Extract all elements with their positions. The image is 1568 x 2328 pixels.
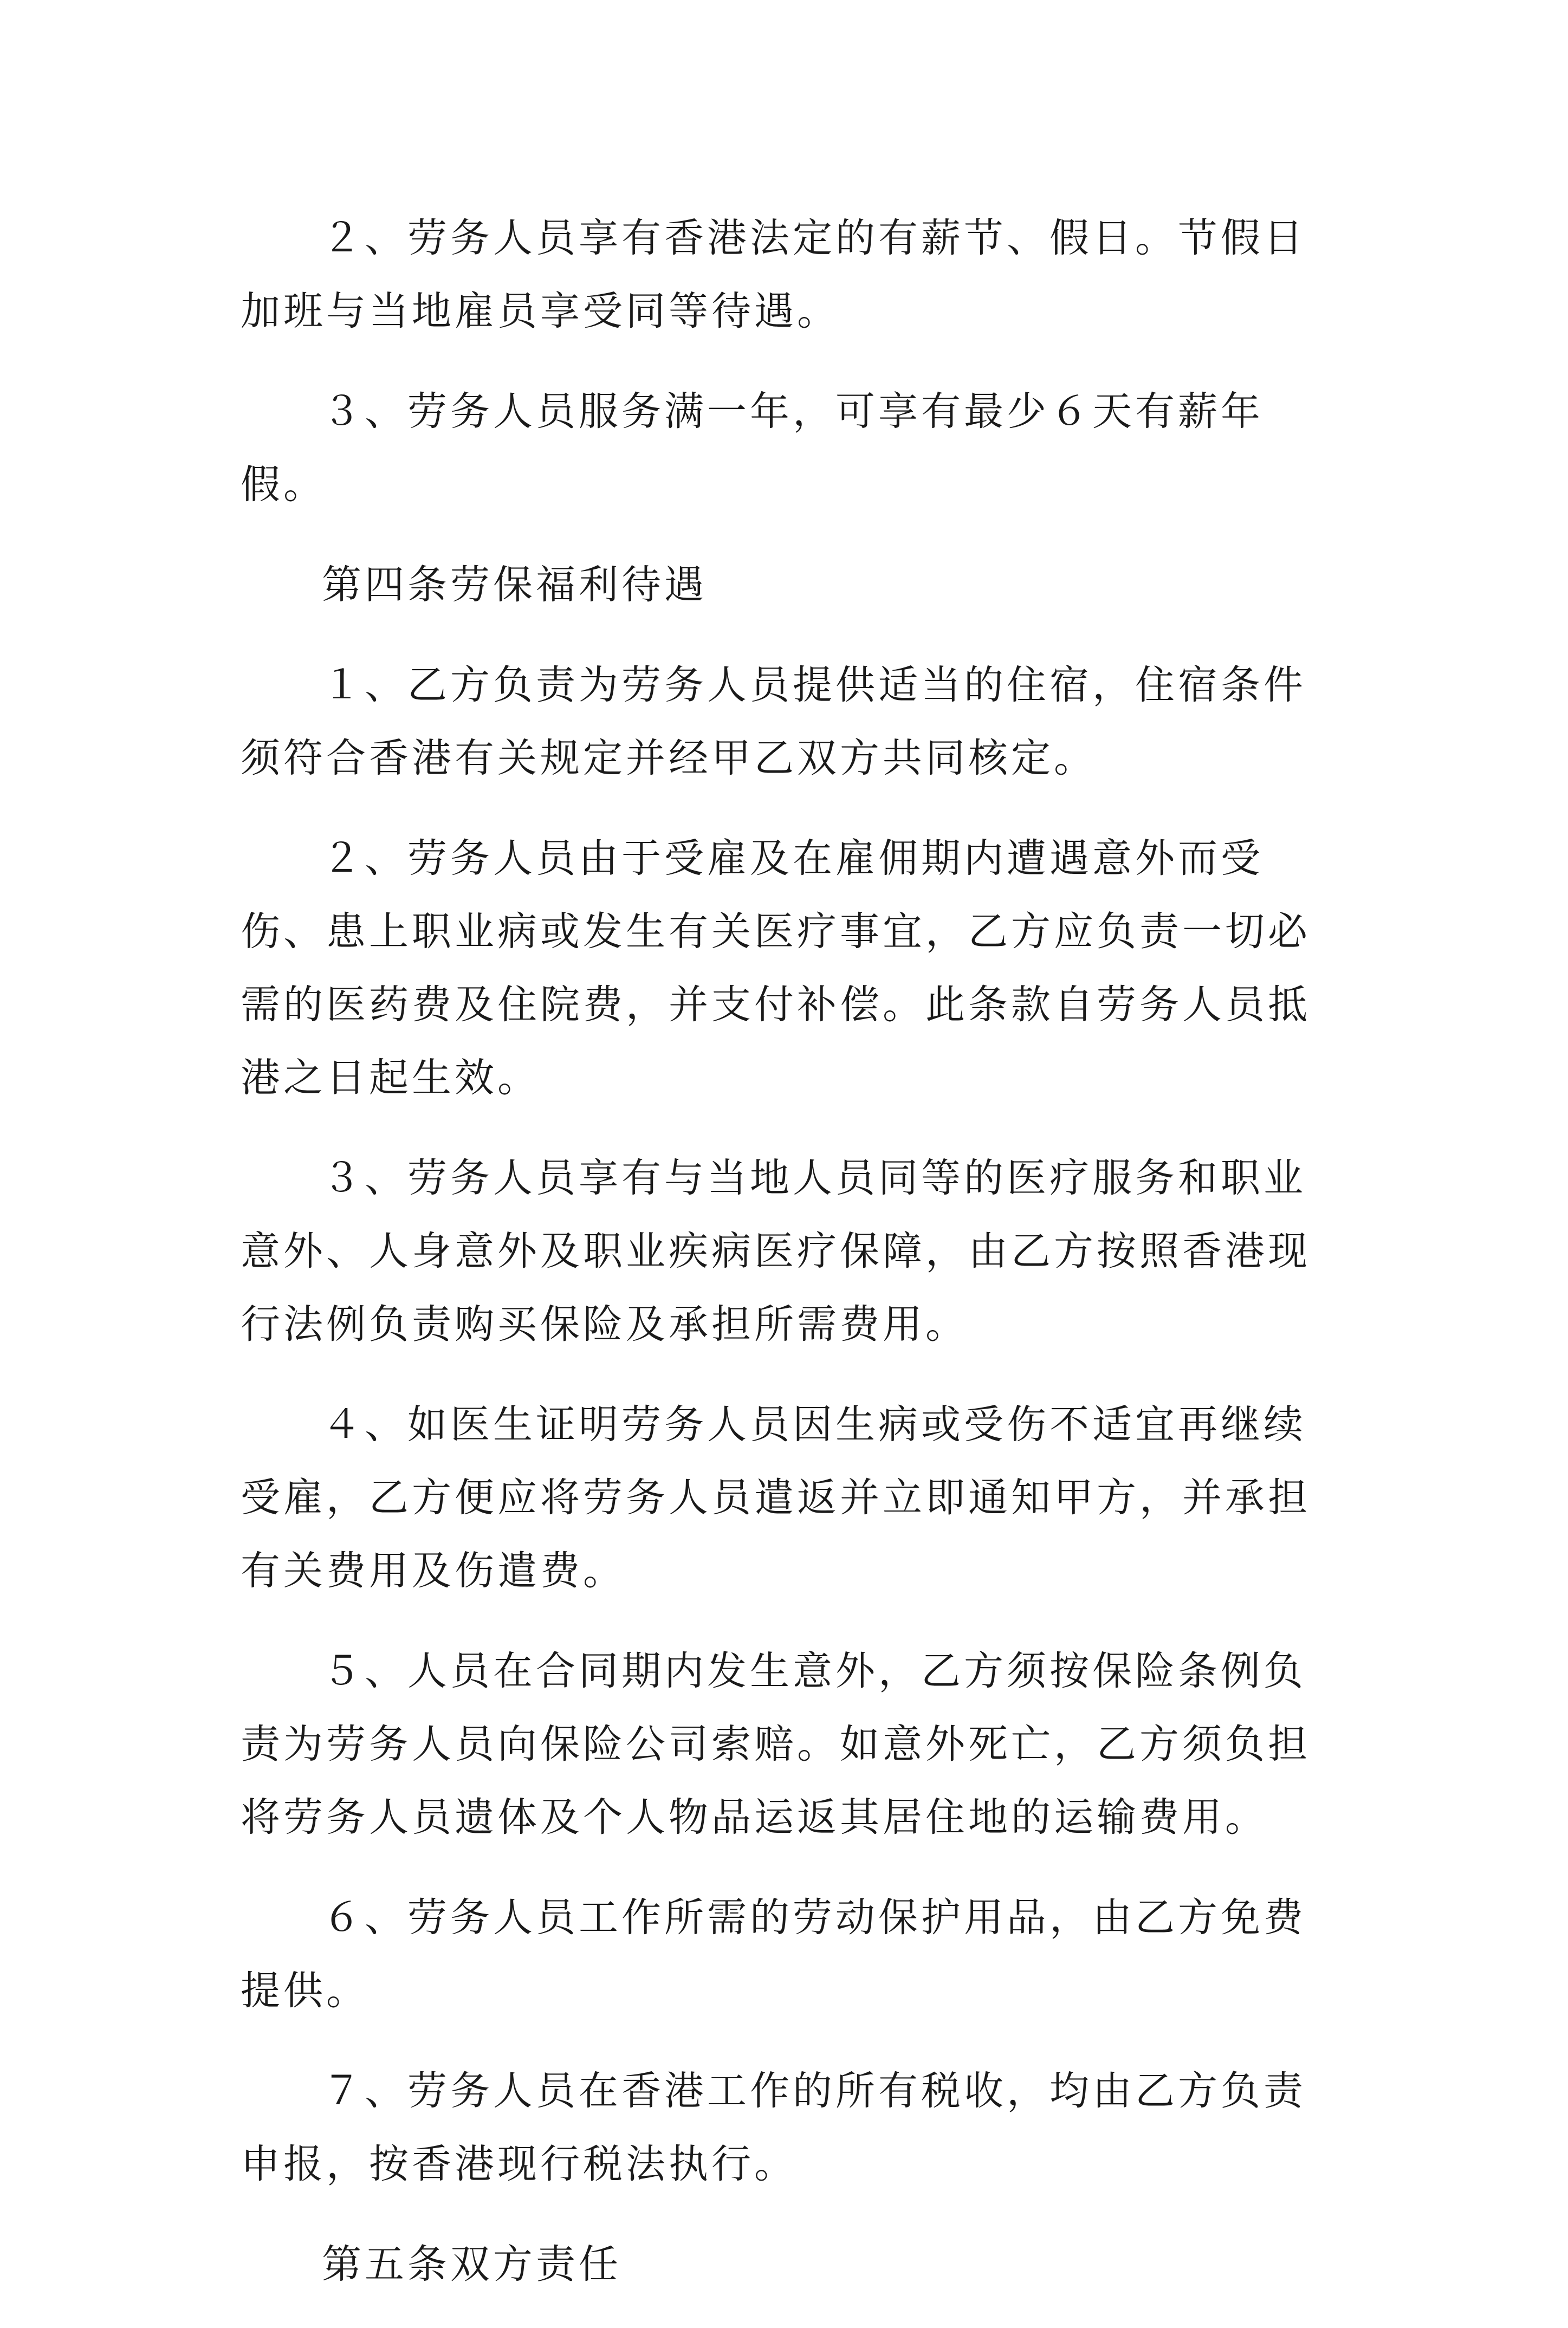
paragraph-insurance: ３、劳务人员享有与当地人员同等的医疗服务和职业意外、人身意外及职业疾病医疗保障，由乙方按照香港现行法例负责购买保险及承担所需费用。 bbox=[241, 1155, 1311, 1347]
paragraph-accommodation: １、乙方负责为劳务人员提供适当的住宿，住宿条件须符合香港有关规定并经甲乙双方共同核定。 bbox=[241, 662, 1306, 781]
paragraph-accident-claims: ５、人员在合同期内发生意外，乙方须按保险条例负责为劳务人员向保险公司索赔。如意外死亡，乙方须负担将劳务人员遗体及个人物品运返其居住地的运输费用。 bbox=[241, 1648, 1311, 1840]
section-heading-article-4: 第四条劳保福利待遇 bbox=[322, 562, 707, 608]
paragraph-holiday-pay: ２、劳务人员享有香港法定的有薪节、假日。节假日加班与当地雇员享受同等待遇。 bbox=[241, 215, 1306, 334]
section-heading-article-5: 第五条双方责任 bbox=[322, 2241, 621, 2287]
paragraph-injury-medical: ２、劳务人员由于受雇及在雇佣期内遭遇意外而受伤、患上职业病或发生有关医疗事宜，乙方应负责一切必需的医药费及住院费，并支付补偿。此条款自劳务人员抵港之日起生效。 bbox=[241, 835, 1311, 1101]
paragraph-repatriation: ４、如医生证明劳务人员因生病或受伤不适宜再继续受雇，乙方便应将劳务人员遣返并立即通知甲方，并承担有关费用及伤遣费。 bbox=[241, 1402, 1311, 1594]
paragraph-annual-leave: ３、劳务人员服务满一年，可享有最少６天有薪年假。 bbox=[241, 388, 1264, 508]
document-body bbox=[241, 202, 1346, 2328]
paragraph-protective-equipment: ６、劳务人员工作所需的劳动保护用品，由乙方免费提供。 bbox=[241, 1895, 1306, 2014]
paragraph-taxation: ７、劳务人员在香港工作的所有税收，均由乙方负责申报，按香港现行税法执行。 bbox=[241, 2068, 1306, 2187]
